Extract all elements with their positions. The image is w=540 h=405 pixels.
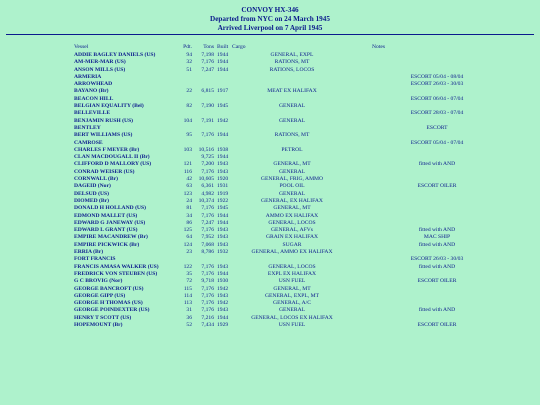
cell-built (214, 74, 232, 81)
cell-cargo: GENERAL, AMMO EX HALIFAX (251, 249, 333, 256)
convoy-title: CONVOY HX-346 (241, 6, 299, 14)
cell-notes: fitted with AND (418, 161, 456, 168)
cell-tons: 7,191 (201, 117, 214, 124)
cell-pdt: 64 (186, 234, 192, 241)
cell-cargo (232, 154, 352, 161)
col-cargo: Cargo (232, 44, 246, 51)
cell-built: 1943 (217, 241, 229, 248)
cell-cargo: GRAIN EX HALIFAX (265, 234, 319, 241)
cell-pdt: 123 (183, 190, 192, 197)
table-row (74, 198, 522, 205)
cell-vessel: BAYANO (Br) (74, 88, 109, 95)
cell-notes: ESCORT 05/04 - 08/04 (410, 73, 464, 80)
table-row (74, 103, 522, 110)
cell-cargo: GENERAL, LOCOS (268, 263, 316, 270)
cell-tons: 7,068 (201, 241, 214, 248)
cell-notes (352, 300, 522, 307)
cell-built: 1944 (217, 154, 229, 161)
cell-pdt (178, 96, 192, 103)
cell-vessel: CLIFFORD D MALLORY (US) (74, 161, 152, 168)
cell-pdt: 125 (183, 227, 192, 234)
cell-tons (192, 81, 214, 88)
cell-cargo: GENERAL, A/C (273, 300, 311, 307)
table-row (74, 286, 522, 293)
cell-notes (352, 118, 522, 125)
cell-built: 1943 (217, 234, 229, 241)
cell-cargo (232, 110, 352, 117)
cell-pdt: 114 (183, 292, 192, 299)
cell-tons: 7,247 (201, 219, 214, 226)
cell-notes: ESCORT 26/03 - 30/03 (410, 256, 464, 263)
table-row (74, 59, 522, 66)
cell-built: 1944 (217, 314, 229, 321)
cell-cargo: GENERAL, EXPL (270, 52, 314, 58)
cell-pdt: 63 (186, 183, 192, 190)
cell-pdt (178, 74, 192, 81)
cell-cargo: EXPL EX HALIFAX (267, 270, 317, 277)
cell-notes: ESCORT OILER (417, 278, 457, 285)
table-header-row (74, 44, 522, 52)
cell-notes: ESCORT 26/03 - 30/03 (410, 81, 464, 88)
cell-pdt: 31 (186, 307, 192, 314)
table-row (74, 191, 522, 198)
cell-tons: 7,176 (201, 307, 214, 314)
cell-pdt: 104 (183, 117, 192, 124)
cell-cargo: POOL OIL (279, 183, 305, 190)
cell-vessel: HENRY T SCOTT (US) (74, 314, 132, 321)
cell-pdt (178, 125, 192, 132)
cell-vessel: DELSUD (US) (74, 190, 109, 197)
table-row (74, 278, 522, 285)
cell-pdt: 72 (186, 278, 192, 285)
cell-built (214, 125, 232, 132)
cell-tons: 9,718 (201, 278, 214, 285)
cell-pdt: 23 (186, 249, 192, 256)
cell-pdt: 34 (186, 212, 192, 219)
cell-pdt: 82 (186, 103, 192, 110)
table-row (74, 293, 522, 300)
table-row (74, 52, 522, 59)
cell-pdt: 32 (186, 59, 192, 66)
cell-cargo: GENERAL, FRIG, AMMO (260, 176, 324, 183)
cell-built: 1942 (217, 285, 229, 292)
cell-tons: 7,247 (201, 66, 214, 73)
cell-pdt (178, 110, 192, 117)
cell-tons: 7,176 (201, 205, 214, 212)
cell-vessel: ANSON MILLS (US) (74, 66, 126, 73)
cell-vessel: DIOMED (Br) (74, 197, 109, 204)
cell-tons: 7,434 (201, 321, 214, 328)
table-row (74, 271, 522, 278)
table-row (74, 169, 522, 176)
table-row (74, 81, 522, 88)
cell-cargo (232, 256, 352, 263)
cell-notes: fitted with AND (418, 307, 456, 314)
table-row (74, 242, 522, 249)
cell-notes: ESCORT 28/03 - 07/04 (410, 110, 464, 117)
table-row (74, 88, 522, 95)
cell-pdt: 113 (183, 300, 192, 307)
convoy-table (74, 44, 522, 329)
cell-pdt (178, 154, 192, 161)
cell-built (214, 96, 232, 103)
cell-cargo (232, 96, 352, 103)
cell-built (214, 110, 232, 117)
cell-notes: MAC SHIP (423, 234, 451, 241)
cell-cargo: AMMO EX HALIFAX (265, 212, 319, 219)
cell-built: 1917 (217, 88, 229, 95)
cell-tons: 8,786 (201, 249, 214, 256)
table-row (74, 264, 522, 271)
cell-vessel: EDWARD G JANEWAY (US) (74, 219, 146, 226)
header-divider (6, 34, 534, 35)
cell-built (214, 140, 232, 147)
cell-pdt: 115 (183, 285, 192, 292)
cell-pdt (178, 140, 192, 147)
cell-notes: ESCORT (426, 124, 448, 131)
table-row (74, 110, 522, 117)
cell-notes (352, 103, 522, 110)
table-row (74, 315, 522, 322)
cell-tons: 7,176 (201, 285, 214, 292)
cell-tons: 7,176 (201, 59, 214, 66)
cell-pdt: 122 (183, 263, 192, 270)
cell-notes (352, 286, 522, 293)
cell-built: 1920 (217, 176, 229, 183)
cell-notes: fitted with AND (418, 263, 456, 270)
cell-notes (352, 59, 522, 66)
cell-vessel: EDMOND MALLET (US) (74, 212, 138, 219)
table-body (74, 52, 522, 329)
cell-tons (192, 256, 214, 263)
cell-tons: 9,725 (201, 154, 214, 161)
cell-vessel: FORT FRANCIS (74, 256, 116, 263)
cell-vessel: G C BROVIG (Nor) (74, 278, 123, 285)
cell-vessel: GEORGE H THOMAS (US) (74, 300, 143, 307)
cell-cargo: GENERAL, AFVs (271, 227, 313, 234)
cell-built: 1944 (217, 66, 229, 73)
cell-built: 1944 (217, 132, 229, 139)
cell-tons: 7,952 (201, 234, 214, 241)
cell-cargo: GENERAL, EX HALIFAX (261, 197, 323, 204)
cell-cargo: USN FUEL (278, 278, 306, 285)
cell-notes (352, 213, 522, 220)
table-row (74, 132, 522, 139)
cell-notes (352, 315, 522, 322)
cell-pdt: 81 (186, 205, 192, 212)
cell-vessel: DONALD H HOLLAND (US) (74, 205, 146, 212)
cell-pdt: 94 (186, 52, 192, 58)
cell-cargo: GENERAL, LOCOS (268, 219, 316, 226)
cell-built: 1938 (217, 146, 229, 153)
cell-cargo: GENERAL, MT (273, 285, 311, 292)
departure-line: Departed from NYC on 24 March 1945 (210, 15, 330, 23)
cell-cargo: GENERAL (278, 168, 306, 175)
cell-pdt: 22 (186, 88, 192, 95)
cell-tons: 7,176 (201, 132, 214, 139)
table-row (74, 220, 522, 227)
cell-notes (352, 191, 522, 198)
cell-notes (352, 147, 522, 154)
cell-vessel: AM-MER-MAR (US) (74, 59, 126, 66)
cell-tons (192, 125, 214, 132)
cell-tons (192, 140, 214, 147)
cell-tons: 10,374 (198, 197, 214, 204)
col-vessel: Vessel (74, 44, 89, 51)
cell-notes (352, 169, 522, 176)
cell-built: 1945 (217, 205, 229, 212)
cell-tons: 10,605 (198, 176, 214, 183)
col-tons: Tons (203, 44, 214, 51)
cell-pdt: 116 (183, 168, 192, 175)
cell-notes (352, 220, 522, 227)
table-row (74, 307, 522, 314)
cell-tons: 7,198 (201, 52, 214, 58)
cell-notes (352, 67, 522, 74)
table-row (74, 140, 522, 147)
cell-vessel: BERT WILLIAMS (US) (74, 132, 133, 139)
table-row (74, 67, 522, 74)
cell-vessel: FRANCIS AMASA WALKER (US) (74, 263, 159, 270)
cell-tons: 7,190 (201, 103, 214, 110)
cell-built: 1944 (217, 59, 229, 66)
cell-pdt: 24 (186, 197, 192, 204)
cell-pdt: 121 (183, 161, 192, 168)
col-pdt: Pdt. (183, 44, 192, 51)
cell-built: 1922 (217, 197, 229, 204)
cell-tons: 7,176 (201, 168, 214, 175)
cell-vessel: CAMROSE (74, 139, 103, 146)
table-row (74, 213, 522, 220)
cell-notes (352, 52, 522, 59)
table-row (74, 176, 522, 183)
cell-built: 1943 (217, 168, 229, 175)
cell-notes (352, 154, 522, 161)
cell-built: 1944 (217, 270, 229, 277)
cell-notes: fitted with AND (418, 241, 456, 248)
cell-built (214, 256, 232, 263)
cell-pdt: 52 (186, 321, 192, 328)
table-row (74, 74, 522, 81)
cell-built: 1943 (217, 263, 229, 270)
cell-pdt: 51 (186, 66, 192, 73)
cell-built: 1919 (217, 190, 229, 197)
cell-built (214, 81, 232, 88)
cell-notes (352, 132, 522, 139)
table-row (74, 147, 522, 154)
cell-cargo: GENERAL (278, 190, 306, 197)
cell-tons: 6,361 (201, 183, 214, 190)
cell-tons (192, 96, 214, 103)
cell-vessel: EMPIRE MACANDREW (Br) (74, 234, 148, 241)
cell-tons: 10,516 (198, 146, 214, 153)
table-row (74, 249, 522, 256)
table-row (74, 256, 522, 263)
cell-tons: 7,176 (201, 270, 214, 277)
cell-cargo: GENERAL, EXPL, MT (264, 292, 320, 299)
cell-pdt (178, 256, 192, 263)
cell-cargo: GENERAL, MT (273, 161, 311, 168)
cell-vessel: DAGEID (Nor) (74, 183, 111, 190)
cell-cargo: GENERAL (278, 117, 306, 124)
cell-built: 1943 (217, 307, 229, 314)
cell-vessel: EMPIRE PICKWICK (Br) (74, 241, 140, 248)
cell-built: 1930 (217, 278, 229, 285)
cell-tons: 7,216 (201, 314, 214, 321)
cell-vessel: ERRIA (Br) (74, 249, 104, 256)
cell-vessel: BENJAMIN RUSH (US) (74, 117, 134, 124)
table-row (74, 205, 522, 212)
cell-built: 1945 (217, 103, 229, 110)
cell-vessel: BEACON HILL (74, 95, 114, 102)
cell-built: 1931 (217, 183, 229, 190)
cell-built: 1944 (217, 219, 229, 226)
cell-notes (352, 271, 522, 278)
cell-notes (352, 176, 522, 183)
cell-cargo: GENERAL, LOCOS EX HALIFAX (251, 314, 333, 321)
cell-notes (352, 293, 522, 300)
table-row (74, 118, 522, 125)
cell-tons: 4,982 (201, 190, 214, 197)
cell-cargo: RATIONS, MT (274, 132, 310, 139)
cell-built: 1943 (217, 227, 229, 234)
cell-pdt: 86 (186, 219, 192, 226)
cell-vessel: CONRAD WEISER (US) (74, 168, 135, 175)
cell-vessel: BENTLEY (74, 124, 101, 131)
cell-notes: ESCORT OILER (417, 183, 457, 190)
col-built: Built (217, 44, 229, 51)
cell-pdt: 103 (183, 146, 192, 153)
cell-vessel: CORNWALL (Br) (74, 176, 118, 183)
cell-vessel: HOPEMOUNT (Br) (74, 321, 123, 328)
cell-notes (352, 198, 522, 205)
cell-vessel: ADDIE BAGLEY DANIELS (US) (74, 52, 156, 58)
cell-notes: ESCORT 05/04 - 07/04 (410, 139, 464, 146)
cell-tons: 7,176 (201, 212, 214, 219)
cell-pdt: 36 (186, 314, 192, 321)
cell-built: 1943 (217, 161, 229, 168)
cell-built: 1942 (217, 117, 229, 124)
table-row (74, 161, 522, 168)
cell-vessel: EDWARD L GRANT (US) (74, 227, 138, 234)
cell-cargo: PETROL (281, 146, 303, 153)
cell-pdt: 95 (186, 132, 192, 139)
cell-pdt: 42 (186, 176, 192, 183)
cell-vessel: GEORGE GIPP (US) (74, 292, 126, 299)
table-row (74, 300, 522, 307)
cell-tons: 7,176 (201, 263, 214, 270)
table-row (74, 227, 522, 234)
cell-notes (352, 88, 522, 95)
cell-built: 1943 (217, 292, 229, 299)
cell-built: 1932 (217, 249, 229, 256)
convoy-header (0, 6, 540, 33)
cell-cargo (232, 140, 352, 147)
cell-cargo: MEAT EX HALIFAX (267, 88, 317, 95)
cell-notes (352, 249, 522, 256)
cell-cargo (232, 81, 352, 88)
cell-tons (192, 110, 214, 117)
cell-vessel: CHARLES F MEYER (Br) (74, 146, 140, 153)
cell-vessel: BELGIAN EQUALITY (Bel) (74, 103, 144, 110)
cell-cargo: GENERAL, MT (273, 205, 311, 212)
cell-tons: 7,176 (201, 292, 214, 299)
cell-pdt (178, 81, 192, 88)
cell-vessel: CLAN MACDOUGALL II (Br) (74, 154, 150, 161)
cell-built: 1944 (217, 212, 229, 219)
cell-built: 1942 (217, 300, 229, 307)
cell-vessel: ARMERIA (74, 73, 102, 80)
cell-vessel: GEORGE BANCROFT (US) (74, 285, 144, 292)
cell-tons: 7,176 (201, 300, 214, 307)
cell-pdt: 124 (183, 241, 192, 248)
table-row (74, 234, 522, 241)
cell-cargo: GENERAL (278, 103, 306, 110)
cell-cargo (232, 125, 352, 132)
cell-tons (192, 74, 214, 81)
table-row (74, 96, 522, 103)
arrival-line: Arrived Liverpool on 7 April 1945 (217, 24, 323, 32)
cell-pdt: 35 (186, 270, 192, 277)
cell-cargo: SUGAR (282, 241, 302, 248)
table-row (74, 125, 522, 132)
cell-notes: ESCORT 06/04 - 07/04 (410, 95, 464, 102)
table-row (74, 154, 522, 161)
cell-vessel: GEORGE POINDEXTER (US) (74, 307, 150, 314)
cell-notes: ESCORT OILER (417, 321, 457, 328)
cell-cargo: USN FUEL (278, 321, 306, 328)
cell-tons: 6,815 (201, 88, 214, 95)
cell-cargo: GENERAL (278, 307, 306, 314)
cell-vessel: ARROWHEAD (74, 81, 113, 88)
cell-built: 1929 (217, 321, 229, 328)
cell-tons: 7,176 (201, 227, 214, 234)
cell-vessel: FREDRICK VON STEUBEN (US) (74, 270, 158, 277)
table-row (74, 183, 522, 190)
cell-tons: 7,200 (201, 161, 214, 168)
cell-notes (352, 205, 522, 212)
cell-cargo: RATIONS, LOCOS (269, 66, 315, 73)
cell-vessel: BELLEVILLE (74, 110, 111, 117)
cell-cargo: RATIONS, MT (274, 59, 310, 66)
cell-notes: fitted with AND (418, 227, 456, 234)
col-notes: Notes (372, 44, 386, 51)
cell-cargo (232, 74, 352, 81)
table-row (74, 322, 522, 329)
cell-built: 1944 (217, 52, 229, 58)
